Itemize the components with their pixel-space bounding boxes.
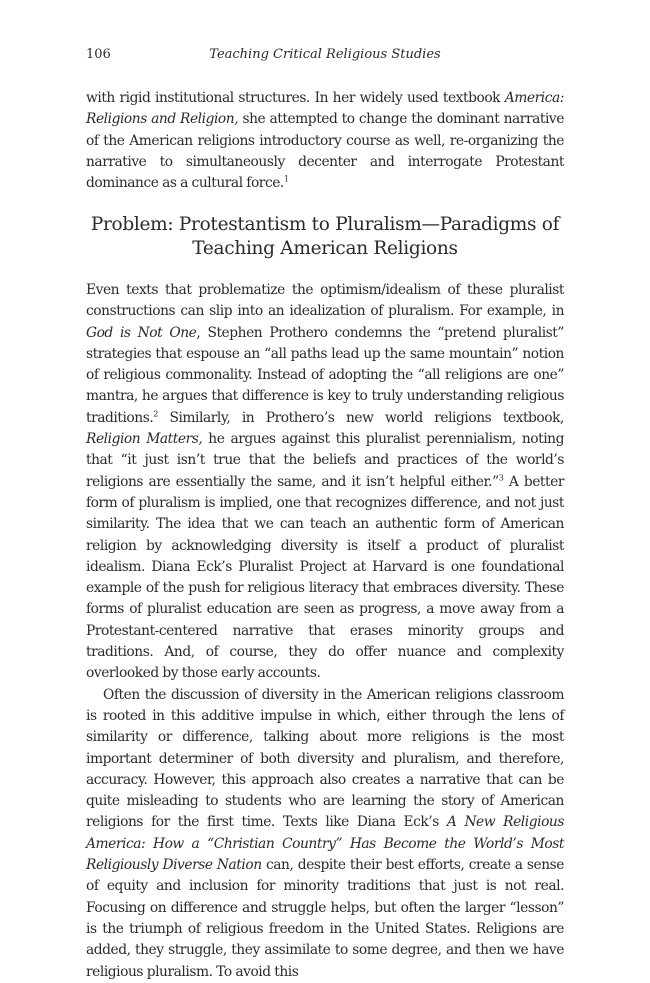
text-run: she attempted to change the dominant narrative of the American religions introductory course as well, re-organizing the narrative to simultaneously decenter and interrogate Protestant dominance as a cultural force.: [86, 111, 564, 192]
book-title: A New Religious America: How a “Christian Country” Has Become the World’s Most Religiously Diverse Nation: [86, 814, 565, 874]
page-number: 106: [86, 47, 111, 62]
footnote-marker: 3: [498, 473, 504, 483]
book-title: America: Religions and Religion,: [86, 90, 564, 128]
running-title: Teaching Critical Religious Studies: [209, 47, 441, 62]
text-run: he argues against this pluralist perennialism, noting that “it just isn’t true that the beliefs and practices of the world’s religions are essentially the same, and it isn’t helpful either.”: [86, 431, 564, 490]
running-header: [86, 45, 564, 65]
heading-line-1: Problem: Protestantism to Pluralism—Paradigms of: [90, 214, 560, 235]
book-title: God is Not One: [86, 324, 197, 341]
text-run: A better form of pluralism is implied, one that recognizes difference, and not just similarity. The idea that we can teach an authentic form of American religion by acknowledging diversity is itself a product of pluralist idealism. Diana Eck’s Pluralist Project at Harvard is one foundational example of the push for religious literacy that embraces diversity. These forms of pluralist education are seen as progress, a move away from a Protestant-centered narrative that erases minority groups and traditions. And, of course, they do offer nuance and complexity overlooked by those early accounts.: [86, 473, 564, 682]
paragraph-2: [86, 685, 564, 983]
intro-paragraph: [86, 88, 564, 194]
text-run: Often the discussion of diversity in the American religions classroom is rooted in this additive impulse in which, either through the lens of similarity or difference, talking about more religions is the most important determiner of both diversity and pluralism, and therefore, accuracy. However, this approach also creates a narrative that can be quite misleading to students who are learning the story of American religions for the first time. Texts like Diana Eck’s: [86, 686, 564, 831]
section-heading: [86, 213, 564, 261]
paragraph-1: [86, 280, 564, 685]
heading-line-2: Teaching American Religions: [192, 238, 458, 259]
text-run: , Stephen Prothero condemns the “pretend pluralist” strategies that espouse an “all paths lead up the same mountain” notion of religious commonality. Instead of adopting the “all religions are one” mantra, he argues that difference is key to truly understanding religious traditions.: [86, 324, 564, 426]
text-run: with rigid institutional structures. In her widely used textbook: [86, 90, 505, 106]
book-title: Religion Matters,: [86, 431, 203, 448]
footnote-marker: 2: [153, 409, 158, 419]
text-run: Even texts that problematize the optimism/idealism of these pluralist constructions can slip into an idealization of pluralism. For example, in: [86, 282, 564, 320]
footnote-marker: 1: [283, 174, 289, 184]
main-text: [86, 280, 564, 983]
text-run: can, despite their best efforts, create a sense of equity and inclusion for minority traditions that just is not real. Focusing on difference and struggle helps, but often the larger “lesson” is the triumph of religious freedom in the United States. Religions are added, they struggle, they assimilate to some degree, and then we have religious pluralism. To avoid this: [86, 857, 565, 980]
text-run: Similarly, in Prothero’s new world religions textbook,: [157, 409, 564, 426]
